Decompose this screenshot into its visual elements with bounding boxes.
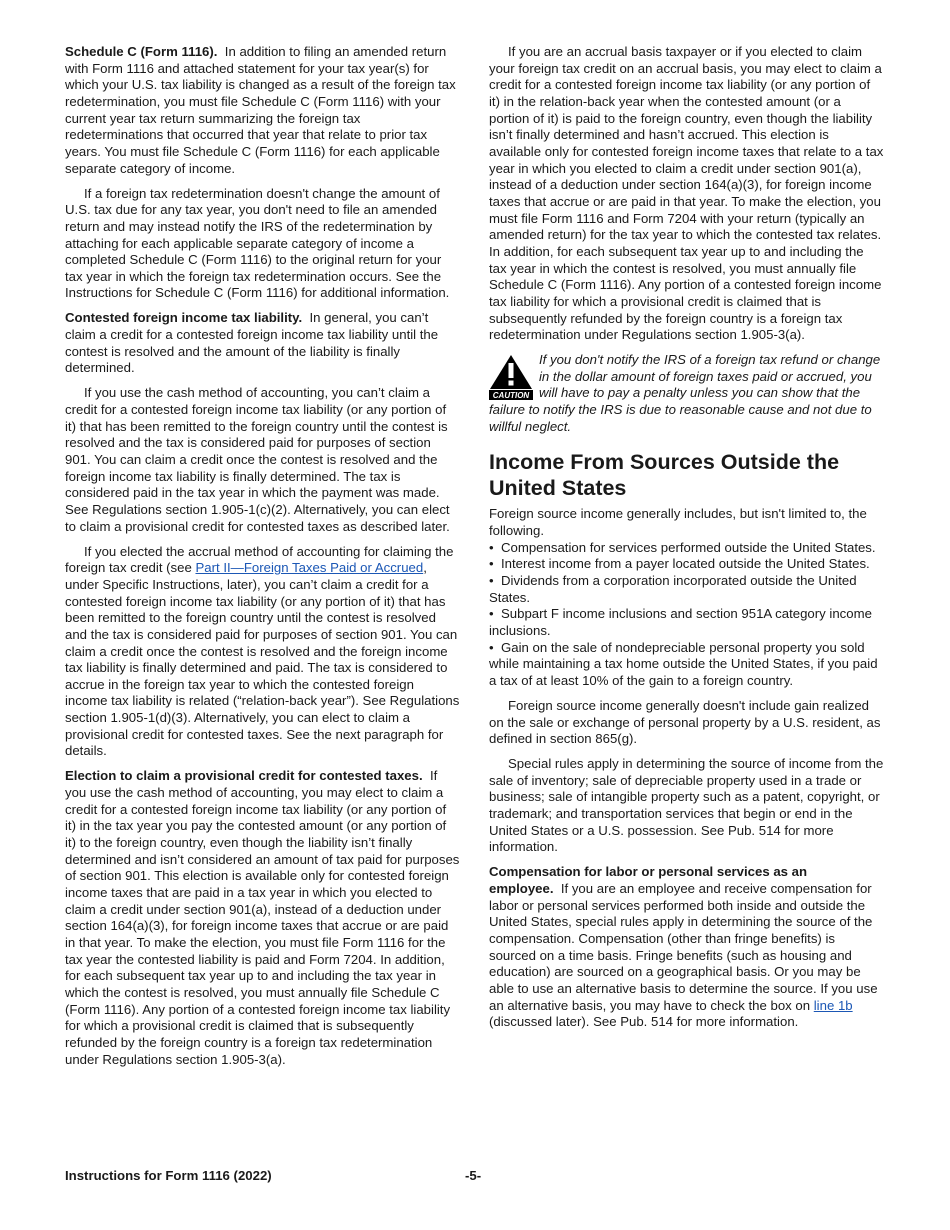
compensation-heading: Compensation for labor or personal services as an employee. [489,864,808,897]
line-1b-link[interactable]: line 1b [813,997,853,1013]
contested-liability-text: In general, you can’t claim a credit for a contested foreign income tax liability until the contest is resolved and the amount of the liability is finally determined. [65,310,439,376]
left-column [65,44,460,1077]
caution-text: If you don't notify the IRS of a foreign tax refund or change in the dollar amount of foreign taxes paid or accrued, you will have to pay a penalty unless you can show that the failure to notify the IRS is due to reasonable cause and not due to willful neglect. [489,352,881,434]
contested-liability-heading: Contested foreign income tax liability. [65,310,303,326]
list-item-text: Gain on the sale of nondepreciable personal property you sold while maintaining a tax home outside the United States, if you paid a tax of at least 10% of the gain to a foreign country. [489,639,878,688]
part-ii-link[interactable]: Part II—Foreign Taxes Paid or Accrued [195,560,424,576]
schedule-c-heading: Schedule C (Form 1116). [65,44,218,59]
footer-title: Instructions for Form 1116 (2022) [65,1168,272,1183]
exclusion-paragraph: Foreign source income generally doesn't include gain realized on the sale or exchange of personal property by a U.S. resident, as defined in section 865(g). [489,697,881,747]
foreign-source-intro: Foreign source income generally includes, but isn't limited to, the following. [489,506,867,539]
redetermination-paragraph: If a foreign tax redetermination doesn't change the amount of U.S. tax due for any tax year, you don't need to file an amended return and may instead notify the IRS of the redetermination by attaching for each applicable separate category of income a completed Schedule C (Form 1116) to the original return for your tax year in which the foreign tax redetermination occurs. See the Instructions for Schedule C (Form 1116) for additional information. [65,185,450,301]
compensation-text-post: (discussed later). See Pub. 514 for more information. [489,1014,799,1030]
list-item: • Compensation for services performed outside the United States. [489,539,876,555]
accrual-method-paragraph [65,544,460,761]
foreign-source-list [489,540,884,690]
special-rules-paragraph: Special rules apply in determining the source of income from the sale of inventory; sale of depreciable property used in a trade or business; sale of intangible property such as a patent, copyright, or trademark; and transportation services that begin or end in the United States or a U.S. possession. See Pub. 514 for more information. [489,756,884,855]
section-heading: Income From Sources Outside the United States [489,450,840,501]
page-number: -5- [465,1168,482,1183]
schedule-c-text: In addition to filing an amended return with Form 1116 and attached statement for your tax year(s) for which your U.S. tax liability is changed as a result of the foreign tax redetermination, you must file Schedule C (Form 1116) with your current year tax return summarizing the foreign tax redeterminations that occurred that year that relate to prior tax years. You must file Schedule C (Form 1116) for each applicable separate category of income. [65,44,456,176]
list-item-text: Dividends from a corporation incorporated outside the United States. [489,573,857,605]
accrual-text-post: , under Specific Instructions, later), you can’t claim a credit for a contested foreign income tax liability (or any portion of it) that has been remitted to the foreign country until the contest is resolved and the tax is considered paid for purposes of section 901. You can claim a credit once the contest is resolved and the foreign income tax liability is finally determined and paid. The tax is considered to accrue in the foreign tax year to which the contested foreign income tax liability is related (“relation-back year”). See Regulations section 1.905-1(d)(3). Alternatively, you can elect to claim a provisional credit for contested taxes. See the next paragraph for details. [65,560,460,759]
list-item: • Dividends from a corporation incorporated outside the United States. [489,573,857,605]
compensation-paragraph [489,864,884,1031]
caution-note [489,352,884,435]
list-item: • Gain on the sale of nondepreciable personal property you sold while maintaining a tax home outside the United States, if you paid a tax of at least 10% of the gain to a foreign country. [489,639,878,688]
provisional-credit-paragraph [65,768,460,1068]
list-item-text: Interest income from a payer located outside the United States. [501,556,870,572]
list-item: • Interest income from a payer located outside the United States. [489,556,870,572]
provisional-credit-text: If you use the cash method of accounting, you may elect to claim a credit for a contested foreign income tax liability (or any portion of it) in the tax year you pay the contested amount (or any portion of it) to the foreign country, even though the liability isn’t finally determined and isn’t considered an amount of tax paid for purposes of section 901. This election is available only for contested foreign income taxes that are paid in a tax year in which you elected to claim a credit under section 901(a), instead of a deduction under section 164(a)(3), for foreign income taxes that accrue or are paid in that year. To make the election, you must file Form 1116 for the tax year the contested liability is paid and Form 7204. In addition, for each subsequent tax year up to and including the tax year in which the contest is resolved, you must annually file Schedule C (Form 1116). Any portion of a contested foreign income tax liability for which a provisional credit is claimed that is subsequently refunded by the foreign country is a foreign tax redetermination under Regulations section 1.905-3(a). [65,768,460,1067]
contested-liability-paragraph [65,310,460,377]
compensation-text-pre: If you are an employee and receive compensation for labor or personal services performed both inside and outside the United States, special rules apply in determining the source of the compensation. Compensation (other than fringe benefits) is sourced on a time basis. Fringe benefits (such as housing and education) are sourced on a geographical basis. Or you may be able to use an alternative basis to determine the source. If you use an alternative basis, you may have to check the box on [489,881,878,1013]
page-footer [65,1168,885,1183]
right-column [489,44,884,1039]
accrual-election-paragraph: If you are an accrual basis taxpayer or if you elected to claim your foreign tax credit on an accrual basis, you may elect to claim a credit for a contested foreign income tax liability (or any portion of it) in the relation-back year when the contested amount (or a portion of it) is paid to the foreign country, even though the liability isn’t finally determined and hasn’t accrued. This election is available only for contested foreign income taxes that relate to a tax year in which you elected to claim a credit under section 901(a), instead of a deduction under section 164(a)(3), for foreign income taxes that accrue or are paid in that year. To make the election, you must file Form 1116 and Form 7204 with your return (typically an amended return) for the tax year to which the contested tax relates. In addition, for each subsequent tax year up to and including the tax year in which the contest is resolved, you must annually file Schedule C (Form 1116). Any portion of a contested foreign income tax liability for which a provisional credit is claimed that is subsequently refunded by the foreign country is a foreign tax redetermination under Regulations section 1.905-3(a). [489,44,884,343]
schedule-c-paragraph [65,44,460,177]
list-item: • Subpart F income inclusions and section 951A category income inclusions. [489,606,872,638]
caution-icon [489,354,533,400]
list-item-text: Subpart F income inclusions and section 951A category income inclusions. [489,606,872,638]
provisional-credit-heading: Election to claim a provisional credit for contested taxes. [65,768,423,784]
caution-label: CAUTION [492,391,530,401]
accrual-text-pre: If you elected the accrual method of accounting for claiming the foreign tax credit (see [65,543,454,576]
list-item-text: Compensation for services performed outside the United States. [501,539,876,555]
cash-method-paragraph: If you use the cash method of accounting, you can’t claim a credit for a contested foreign income tax liability (or any portion of it) that has been remitted to the foreign country until the contest is resolved and the tax is considered paid for purposes of section 901. You can claim a credit once the contest is resolved and the foreign income tax liability is finally determined. The tax is considered paid in the tax year in which the payment was made. See Regulations section 1.905-1(c)(2). Alternatively, you can elect to claim a provisional credit for contested taxes as described later. [65,385,450,534]
